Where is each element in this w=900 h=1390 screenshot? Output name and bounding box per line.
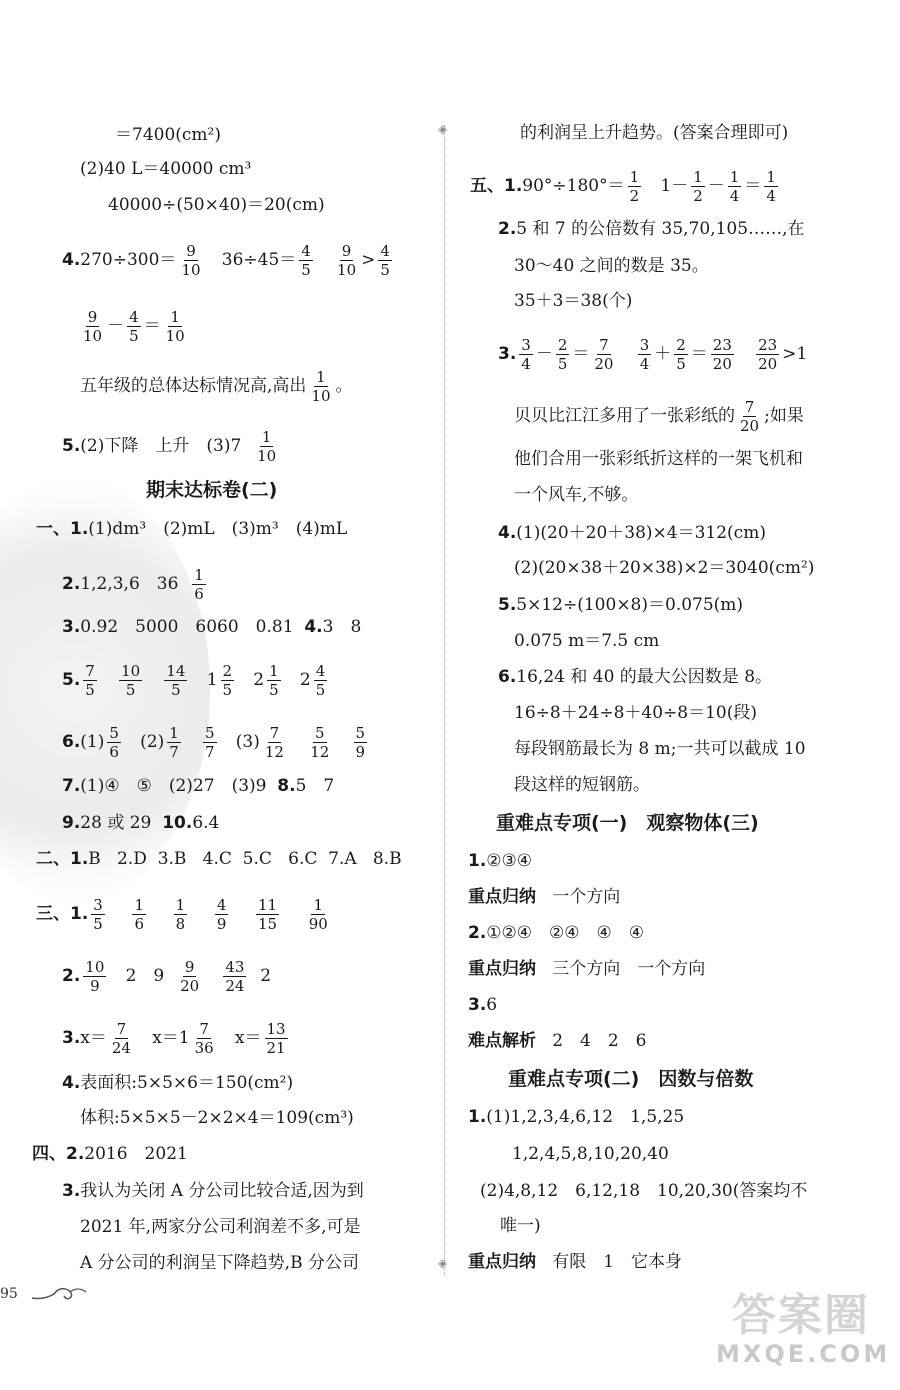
line: 2021 年,两家分公司利润差不多,可是 xyxy=(80,1217,361,1237)
section-3-q2: 2. $\frac{10}{9}$ 2 9 $\frac{9}{20}$ $\frac{43}{24}$ 2 xyxy=(62,958,272,995)
difficulty-analysis: 难点解析 2 4 2 6 xyxy=(468,1031,647,1051)
line: 30～40 之间的数是 35。 xyxy=(514,256,709,276)
line: 体积:5×5×5－2×2×4＝109(cm³) xyxy=(80,1108,354,1128)
section-5-q5: 5.5×12÷(100×8)＝0.075(m) xyxy=(498,595,744,615)
line: 35＋3＝38(个) xyxy=(514,291,633,311)
question-4: 4.270÷300＝ $\frac{9}{10}$ 36÷45＝ $\frac{4}{5}$ $\frac{9}{10}$ > $\frac{4}{5}$ xyxy=(62,242,390,279)
page-number: 95 xyxy=(0,1286,18,1302)
section-5-q6: 6.16,24 和 40 的最大公因数是 8。 xyxy=(498,667,773,687)
section-1-q2: 2.1,2,3,6 36 $\frac{1}{6}$ xyxy=(62,566,204,603)
section-1-q5: 5. $\frac{7}{5}$ $\frac{10}{5}$ $\frac{14}{5}$ 1 $\frac{2}{5}$ 2 $\frac{1}{5}$ 2 $\frac{4}{5}$ xyxy=(62,662,326,699)
key-summary: 重点归纳 三个方向 一个方向 xyxy=(468,959,706,979)
section-1-q3: 3.0.92 5000 6060 0.81 4.3 8 xyxy=(62,617,362,637)
key-summary: 重点归纳 一个方向 xyxy=(468,887,621,907)
special-1-q1: 1.②③④ xyxy=(468,851,533,871)
special-2-q1: 1.(1)1,2,3,4,6,12 1,5,25 xyxy=(468,1107,685,1127)
cloud-ornament-icon xyxy=(30,1282,90,1304)
section-5-q2: 2.5 和 7 的公倍数有 35,70,105……,在 xyxy=(498,219,805,239)
key-summary: 重点归纳 有限 1 它本身 xyxy=(468,1252,683,1272)
line: A 分公司的利润呈下降趋势,B 分公司 xyxy=(80,1253,359,1273)
line: ＝7400(cm²) xyxy=(115,125,221,145)
line: 40000÷(50×40)＝20(cm) xyxy=(108,195,325,215)
section-5-q3: 3. $\frac{3}{4}$ － $\frac{2}{5}$ ＝ $\frac{7}{20}$ $\frac{3}{4}$ ＋ $\frac{2}{5}$ ＝ $\frac{23}{20}$ $\frac{23}{20}$ >1 xyxy=(498,336,808,373)
watermark-logo: 答案圈 MXQE.COM xyxy=(716,1290,891,1368)
line: (2)4,8,12 6,12,18 10,20,30(答案均不 xyxy=(480,1181,808,1201)
section-title: 期末达标卷(二) xyxy=(146,479,278,501)
line: 16÷8＋24÷8＋40÷8＝10(段) xyxy=(514,703,757,723)
section-5-q1: 五、1.90°÷180°＝ $\frac{1}{2}$ 1－ $\frac{1}{2}$ － $\frac{1}{4}$ ＝ $\frac{1}{4}$ xyxy=(470,168,776,205)
line: 0.075 m＝7.5 cm xyxy=(514,631,660,651)
line: 1,2,4,5,8,10,20,40 xyxy=(512,1144,669,1164)
line: 唯一) xyxy=(500,1216,541,1236)
line: 一个风车,不够。 xyxy=(514,485,639,505)
section-title: 重难点专项(二) 因数与倍数 xyxy=(508,1068,754,1090)
special-1-q3: 3.6 xyxy=(468,995,498,1015)
section-1-q9: 9.28 或 29 10.6.4 xyxy=(62,813,220,833)
section-1-q7: 7.(1)④ ⑤ (2)27 (3)9 8.5 7 xyxy=(62,776,335,796)
section-4-q2: 四、2.2016 2021 xyxy=(32,1144,188,1164)
question-4-line-2: $\frac{9}{10}$ － $\frac{4}{5}$ ＝ $\frac{1}{10}$ xyxy=(83,308,185,345)
section-3-q4: 4.表面积:5×5×6＝150(cm²) xyxy=(62,1073,294,1093)
section-1-q6: 6.(1) $\frac{5}{6}$ (2) $\frac{1}{7}$ $\frac{5}{7}$ (3) $\frac{7}{12}$ $\frac{5}{12}$ $\frac{5}{9}$ xyxy=(62,724,366,761)
section-1-q1: 一、1.(1)dm³ (2)mL (3)m³ (4)mL xyxy=(36,519,348,539)
line: (2)(20×38＋20×38)×2＝3040(cm²) xyxy=(514,558,815,578)
column-divider xyxy=(444,125,445,1275)
line: 每段钢筋最长为 8 m;一共可以截成 10 xyxy=(514,739,806,759)
line: 他们合用一张彩纸折这样的一架飞机和 xyxy=(514,449,803,469)
special-1-q2: 2.①②④ ②④ ④ ④ xyxy=(468,923,644,943)
section-2: 二、1.B 2.D 3.B 4.C 5.C 6.C 7.A 8.B xyxy=(36,849,402,869)
section-3-q3: 3.x＝ $\frac{7}{24}$ x＝1 $\frac{7}{36}$ x＝ $\frac{13}{21}$ xyxy=(62,1020,286,1057)
divider-ornament-top: ◈ xyxy=(438,122,448,136)
section-4-q3: 3.我认为关闭 A 分公司比较合适,因为到 xyxy=(62,1181,364,1201)
section-3-q1: 三、1. $\frac{3}{5}$ $\frac{1}{6}$ $\frac{1}{8}$ $\frac{4}{9}$ $\frac{11}{15}$ $\frac{1}{90}$ xyxy=(36,896,328,933)
line: 的利润呈上升趋势。(答案合理即可) xyxy=(520,123,789,143)
line: 段这样的短钢筋。 xyxy=(514,775,650,795)
question-4-conclusion: 五年级的总体达标情况高,高出 $\frac{1}{10}$ 。 xyxy=(80,368,353,405)
divider-ornament-bottom: ◈ xyxy=(438,1256,448,1270)
section-5-q3-line-2: 贝贝比江江多用了一张彩纸的 $\frac{7}{20}$ ;如果 xyxy=(514,398,804,435)
section-title: 重难点专项(一) 观察物体(三) xyxy=(496,812,759,834)
question-5: 5.(2)下降 上升 (3)7 $\frac{1}{10}$ xyxy=(62,428,277,465)
section-5-q4: 4.(1)(20＋20＋38)×4＝312(cm) xyxy=(498,523,766,543)
line: (2)40 L＝40000 cm³ xyxy=(80,159,252,179)
